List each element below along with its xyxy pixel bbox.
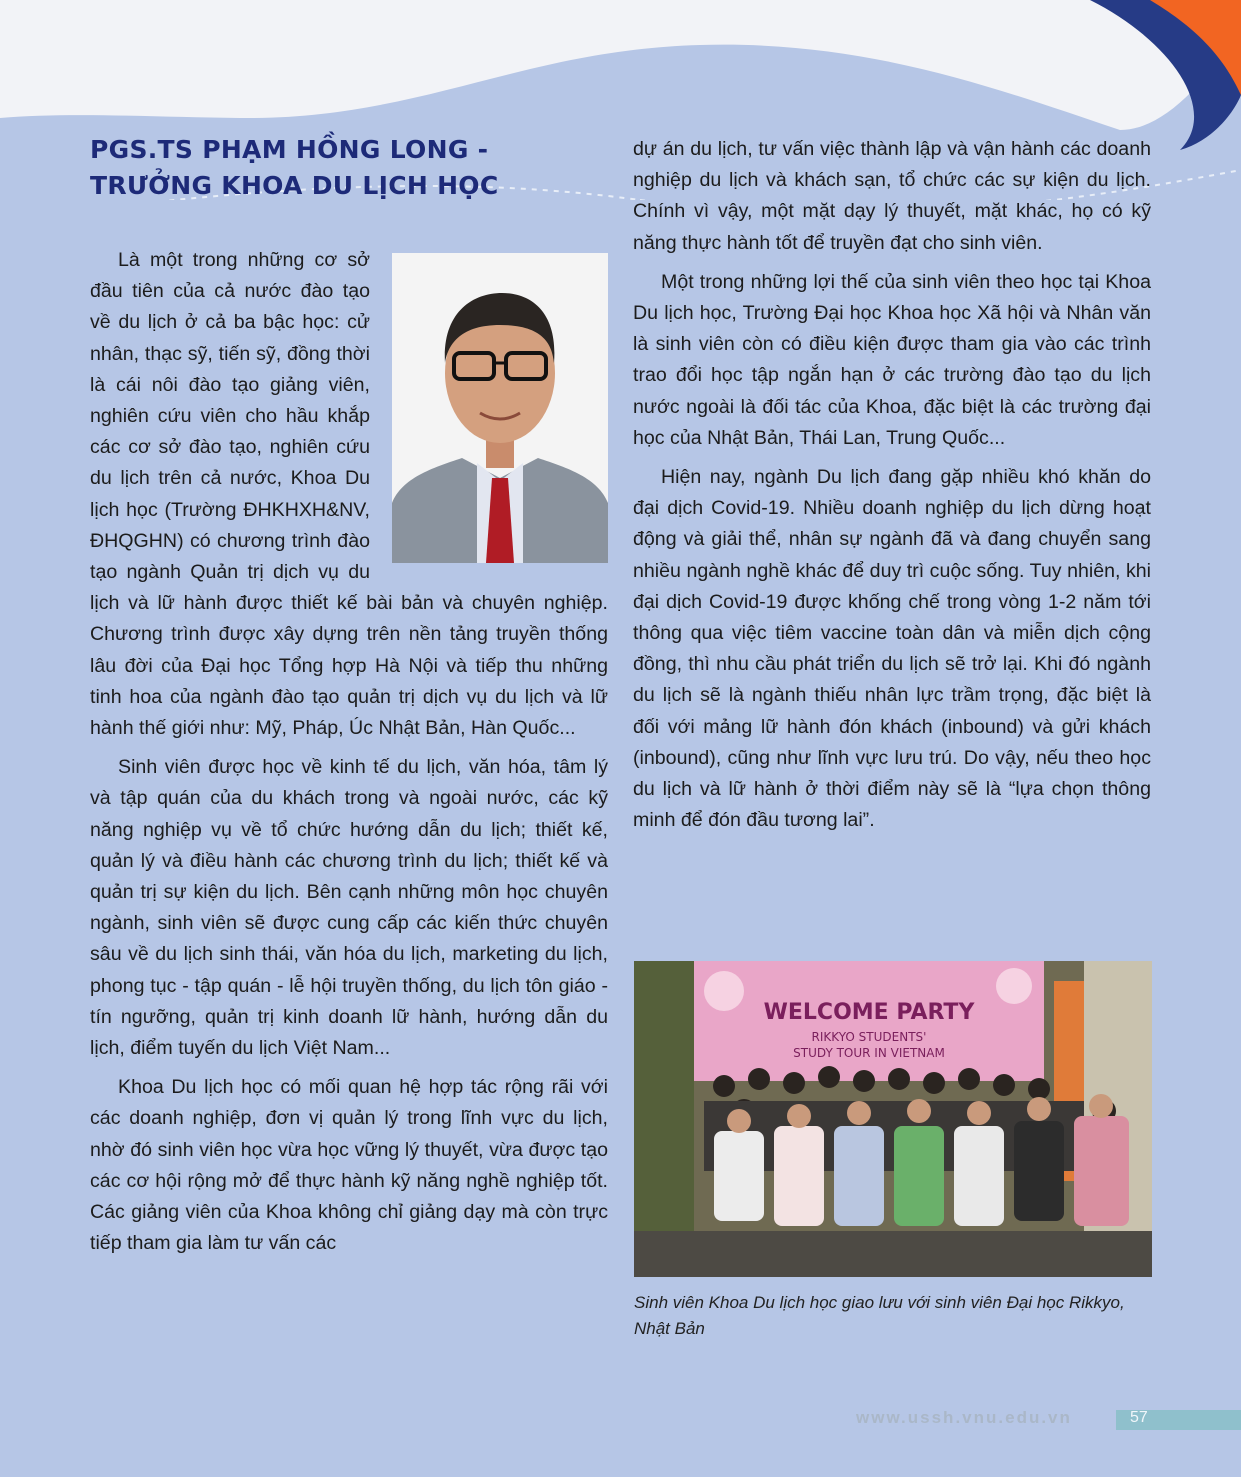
right-column: [633, 134, 1151, 844]
portrait-photo: [392, 253, 608, 563]
website-link[interactable]: www.ussh.vnu.edu.vn: [856, 1408, 1072, 1427]
paragraph: Hiện nay, ngành Du lịch đang gặp nhiều khó khăn do đại dịch Covid-19. Nhiều doanh nghiệp du lịch dừng hoạt động và giải thể, nhân sự ngành đã và đang chuyển sang nhiều ngành nghề khác để duy trì cuộc sống. Tuy nhiên, khi đại dịch Covid-19 được khống chế trong vòng 1-2 năm tới thông qua việc tiêm vaccine toàn dân và miễn dịch cộng đồng, thì nhu cầu phát triển du lịch sẽ trở lại. Khi đó ngành du lịch sẽ là ngành thiếu nhân lực trầm trọng, đặc biệt là đối với mảng lữ hành đón khách (inbound) và gửi khách (inbound), cũng như lĩnh vực lưu trú. Do vậy, nếu theo học du lịch và lữ hành ở thời điểm này sẽ là “lựa chọn thông minh để đón đầu tương lai”.: [633, 466, 1151, 832]
group-photo: [634, 961, 1152, 1277]
banner-subtitle: RIKKYO STUDENTS': [811, 1030, 927, 1044]
paragraph: Sinh viên được học về kinh tế du lịch, văn hóa, tâm lý và tập quán của du khách trong và ngoài nước, các kỹ năng nghiệp vụ về tổ chức hướng dẫn du lịch; thiết kế, quản lý và điều hành các chương trình du lịch; thiết kế và quản trị sự kiện du lịch. Bên cạnh những môn học chuyên ngành, sinh viên sẽ được cung cấp các kiến thức chuyên sâu về du lịch sinh thái, văn hóa du lịch, marketing du lịch, phong tục - tập quán - lễ hội truyền thống, du lịch tôn giáo - tín ngưỡng, quản trị kinh doanh lữ hành, hướng dẫn du lịch, điểm tuyến du lịch Việt Nam...: [90, 756, 608, 1060]
banner-title: WELCOME PARTY: [763, 1000, 975, 1025]
article-title: PGS.TS PHẠM HỒNG LONG - TRƯỞNG KHOA DU LỊCH HỌC: [90, 135, 499, 200]
paragraph: dự án du lịch, tư vấn việc thành lập và vận hành các doanh nghiệp du lịch và khách sạn, tổ chức các sự kiện du lịch. Chính vì vậy, một mặt dạy lý thuyết, mặt khác, họ có kỹ năng thực hành tốt để truyền đạt cho sinh viên.: [633, 138, 1151, 254]
page-number: 57: [1130, 1409, 1148, 1426]
banner-subtitle-2: STUDY TOUR IN VIETNAM: [793, 1046, 945, 1060]
photo-caption: Sinh viên Khoa Du lịch học giao lưu với sinh viên Đại học Rikkyo, Nhật Bản: [634, 1293, 1125, 1338]
paragraph: Là một trong những cơ sở đầu tiên của cả nước đào tạo về du lịch ở cả ba bậc học: cử nhân, thạc sỹ, tiến sỹ, đồng thời là cái nôi đào tạo giảng viên, nghiên cứu viên cho hầu khắp các cơ sở đào tạo, nghiên cứu du lịch trên cả nước, Khoa Du lịch học (Trường ĐHKHXH&NV, ĐHQGHN) có chương trình đào tạo ngành Quản trị dịch vụ du lịch và lữ hành được thiết kế bài bản và chuyên nghiệp. Chương trình được xây dựng trên nền tảng truyền thống lâu đời của Đại học Tổng hợp Hà Nội và tiếp thu những tinh hoa của ngành đào tạo quản trị dịch vụ du lịch và lữ hành thế giới như: Mỹ, Pháp, Úc Nhật Bản, Hàn Quốc...: [90, 249, 608, 740]
paragraph: Khoa Du lịch học có mối quan hệ hợp tác rộng rãi với các doanh nghiệp, đơn vị quản lý trong lĩnh vực du lịch, nhờ đó sinh viên học vừa học vững lý thuyết, vừa được tạo các cơ hội rộng mở để thực hành kỹ năng nghề nghiệp tốt. Các giảng viên của Khoa không chỉ giảng dạy mà còn trực tiếp tham gia làm tư vấn các: [90, 1076, 608, 1255]
paragraph: Một trong những lợi thế của sinh viên theo học tại Khoa Du lịch học, Trường Đại học Khoa học Xã hội và Nhân văn là sinh viên còn có điều kiện được tham gia vào các trình trao đổi học tập ngắn hạn ở các trường đào tạo du lịch nước ngoài là đối tác của Khoa, đặc biệt là các trường đại học của Nhật Bản, Thái Lan, Trung Quốc...: [633, 270, 1151, 449]
left-column: [90, 245, 608, 1268]
